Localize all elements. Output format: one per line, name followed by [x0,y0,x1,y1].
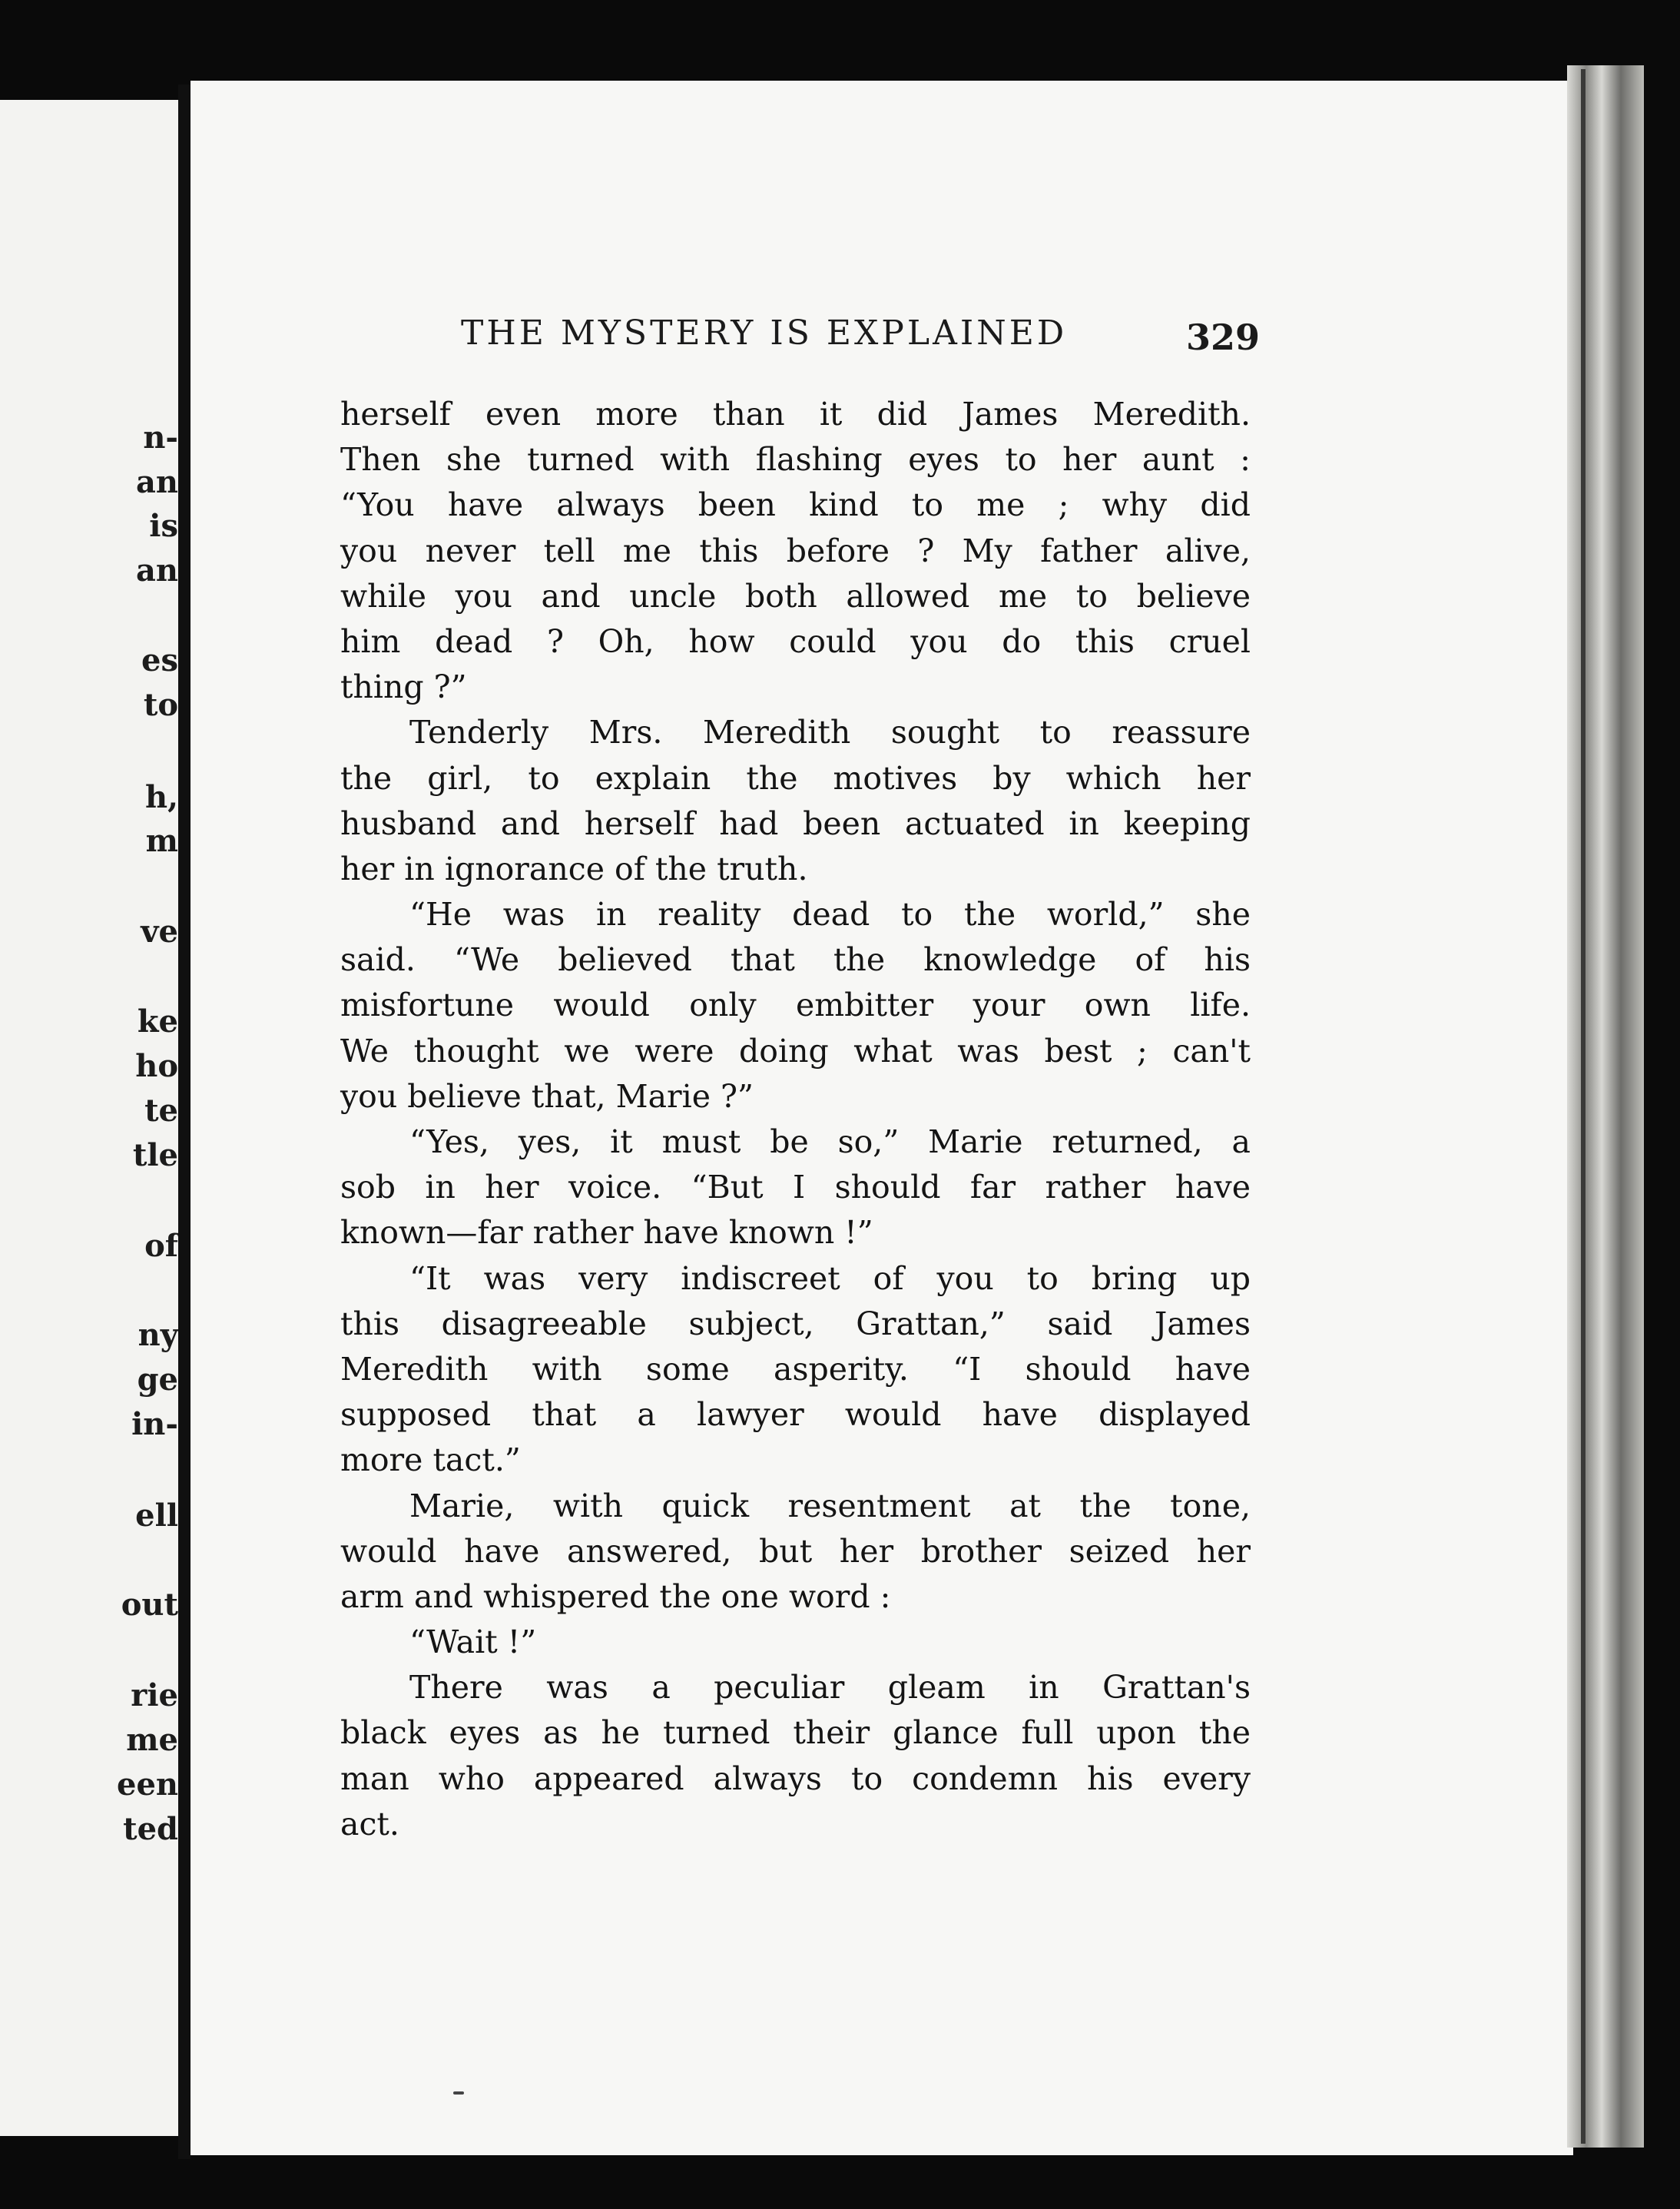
previous-page-fragment-text: es [141,642,178,678]
text-line: said. “We believed that the knowledge of his [340,941,1251,979]
previous-page-fragment-text: an [136,552,178,589]
previous-page-fragment-text: ge [137,1362,178,1398]
text-line: “You have always been kind to me ; why did [340,486,1251,524]
previous-page-fragment-text: rie [131,1677,178,1713]
text-line: known—far rather have known !” [340,1214,873,1252]
text-line: supposed that a lawyer would have displayed [340,1396,1251,1434]
text-line: Meredith with some asperity. “I should have [340,1350,1251,1388]
text-line: you never tell me this before ? My father alive, [340,532,1251,569]
text-line: “Yes, yes, it must be so,” Marie returned, a [409,1123,1251,1160]
text-line: would have answered, but her brother seized her [340,1532,1251,1570]
previous-page-fragment-text: m [145,823,178,859]
text-line: arm and whispered the one word : [340,1577,891,1615]
text-line: misfortune would only embitter your own life. [340,987,1251,1024]
page-number: 329 [1185,317,1260,358]
previous-page-fragment-text: ted [123,1811,178,1847]
page-edge-shadow [1581,69,1586,2144]
previous-page-fragment-text: ke [137,1003,178,1040]
text-line: husband and herself had been actuated in keeping [340,804,1251,842]
previous-page-fragment-text: te [144,1093,178,1129]
previous-page-fragment-text: tle [132,1137,178,1173]
previous-page-fragment-text: in- [131,1406,178,1442]
text-line: black eyes as he turned their glance full upon the [340,1714,1251,1752]
page-header [461,313,1260,367]
text-line: while you and uncle both allowed me to believe [340,577,1251,615]
previous-page-fragment-text: h, [144,779,178,815]
text-line: sob in her voice. “But I should far rather have [340,1169,1251,1206]
book-gutter [178,85,191,2159]
text-line: him dead ? Oh, how could you do this cruel [340,622,1251,660]
previous-page-fragment-text: to [143,687,178,723]
text-line: We thought we were doing what was best ; can't [340,1032,1251,1070]
text-line: “Wait !” [409,1624,537,1661]
body-text [340,392,1251,1847]
text-line: There was a peculiar gleam in Grattan's [409,1669,1251,1707]
previous-page-fragment-text: out [121,1587,178,1623]
text-line: Marie, with quick resentment at the tone, [409,1487,1251,1524]
text-line: man who appeared always to condemn his every [340,1760,1251,1797]
text-line: herself even more than it did James Meredith. [340,396,1251,433]
text-line: you believe that, Marie ?” [340,1077,754,1115]
previous-page-fragment-text: ell [135,1498,178,1534]
previous-page-fragment-text: n- [143,420,178,456]
text-line: “He was in reality dead to the world,” she [409,896,1251,934]
page-fore-edge [1567,65,1644,2148]
text-line: Tenderly Mrs. Meredith sought to reassure [409,714,1251,751]
previous-page-fragment [0,100,178,2136]
previous-page-fragment-text: een [117,1766,178,1803]
text-line: Then she turned with flashing eyes to her aunt : [340,441,1251,479]
previous-page-fragment-text: is [149,508,178,544]
previous-page-fragment-text: ny [138,1317,178,1353]
previous-page-fragment-text: ho [135,1048,178,1084]
text-line: thing ?” [340,668,467,706]
text-line: the girl, to explain the motives by which her [340,759,1251,797]
text-line: act. [340,1805,399,1842]
running-head: THE MYSTERY IS EXPLAINED [461,313,1068,353]
text-line: this disagreeable subject, Grattan,” said James [340,1305,1251,1342]
previous-page-fragment-text: ve [141,914,178,950]
previous-page-fragment-text: me [126,1722,178,1758]
previous-page-fragment-text: of [144,1228,178,1264]
text-line: more tact.” [340,1441,521,1479]
text-line: her in ignorance of the truth. [340,850,808,887]
previous-page-fragment-text: an [136,464,178,500]
text-line: “It was very indiscreet of you to bring up [409,1259,1251,1297]
paper-speck [453,2091,464,2095]
